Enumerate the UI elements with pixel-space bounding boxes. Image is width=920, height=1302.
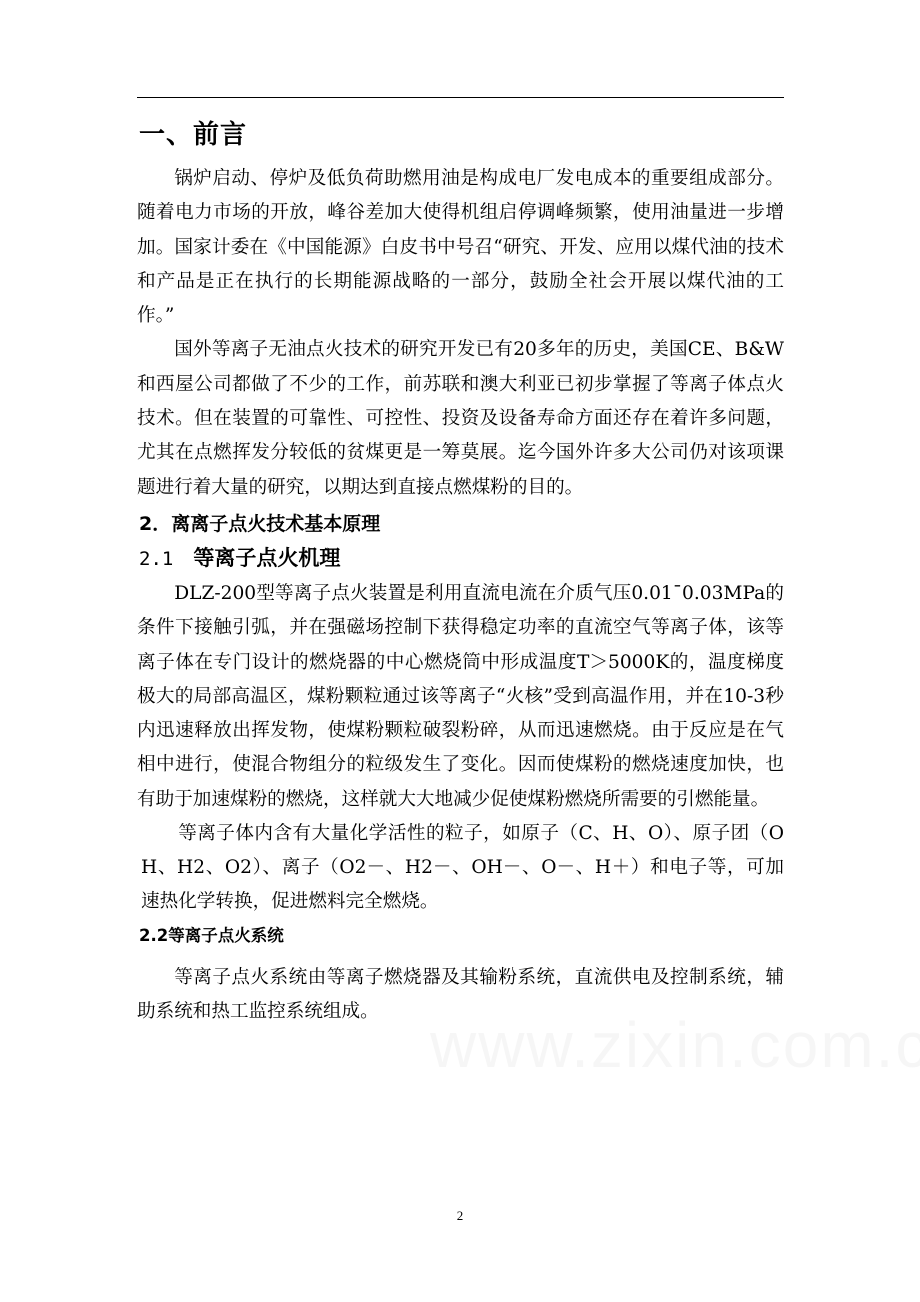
watermark (430, 1008, 920, 1082)
subsection-2-1-title (139, 541, 784, 575)
subsection-2-1-paragraph-1: DLZ-200型等离子点火装置是利用直流电流在介质气压0.01¯0.03MPa的条件下接触引弧，并在强磁场控制下获得稳定功率的直流空气等离子体，该等离子体在专门设计的燃烧器的中心燃烧筒中形成温度T＞5000K的，温度梯度极大的局部高温区，煤粉颗粒通过该等离子“火核”受到高温作用，并在10-3秒内迅速释放出挥发物，使煤粉颗粒破裂粉碎，从而迅速燃烧。由于反应是在气相中进行，使混合物组分的粒级发生了变化。因而使煤粉的燃烧速度加快，也有助于加速煤粉的燃烧，这样就大大地减少促使煤粉燃烧所需要的引燃能量。 (137, 582, 784, 810)
subsection-2-1-label: 等离子点火机理 (193, 545, 341, 570)
subsection-2-1-number: 2.1 (139, 547, 174, 570)
section-1-paragraph-1: 锅炉启动、停炉及低负荷助燃用油是构成电厂发电成本的重要组成部分。随着电力市场的开放，峰谷差加大使得机组启停调峰频繁，使用油量进一步增加。国家计委在《中国能源》白皮书中号召“研究、开发、应用以煤代油的技术和产品是正在执行的长期能源战略的一部分，鼓励全社会开展以煤代油的工作。” (137, 168, 784, 327)
section-2-title: 2．离离子点火技术基本原理 (139, 512, 381, 535)
subsection-2-1-paragraph-2: 等离子体内含有大量化学活性的粒子，如原子（C、H、O）、原子团（OH、H2、O2）、离子（O2－、H2－、OH－、O－、H＋）和电子等，可加速热化学转换，促进燃料完全燃烧。 (141, 823, 784, 913)
subsection-2-2-title: 2.2等离子点火系统 (139, 926, 284, 946)
section-1-paragraph-2: 国外等离子无油点火技术的研究开发已有20多年的历史，美国CE、B&W和西屋公司都做了不少的工作，前苏联和澳大利亚已初步掌握了等离子体点火技术。但在装置的可靠性、可控性、投资及设备寿命方面还存在着许多问题，尤其在点燃挥发分较低的贫煤更是一筹莫展。迄今国外许多大公司仍对该项课题进行着大量的研究，以期达到直接点燃煤粉的目的。 (137, 339, 784, 498)
subsection-2-2-paragraph-1: 等离子点火系统由等离子燃烧器及其输粉系统，直流供电及控制系统，辅助系统和热工监控系统组成。 (137, 967, 784, 1023)
header-rule (137, 97, 784, 98)
page-number: 2 (456, 1208, 464, 1223)
page-content (137, 112, 784, 1030)
section-1-title: 一、前言 (139, 120, 248, 150)
